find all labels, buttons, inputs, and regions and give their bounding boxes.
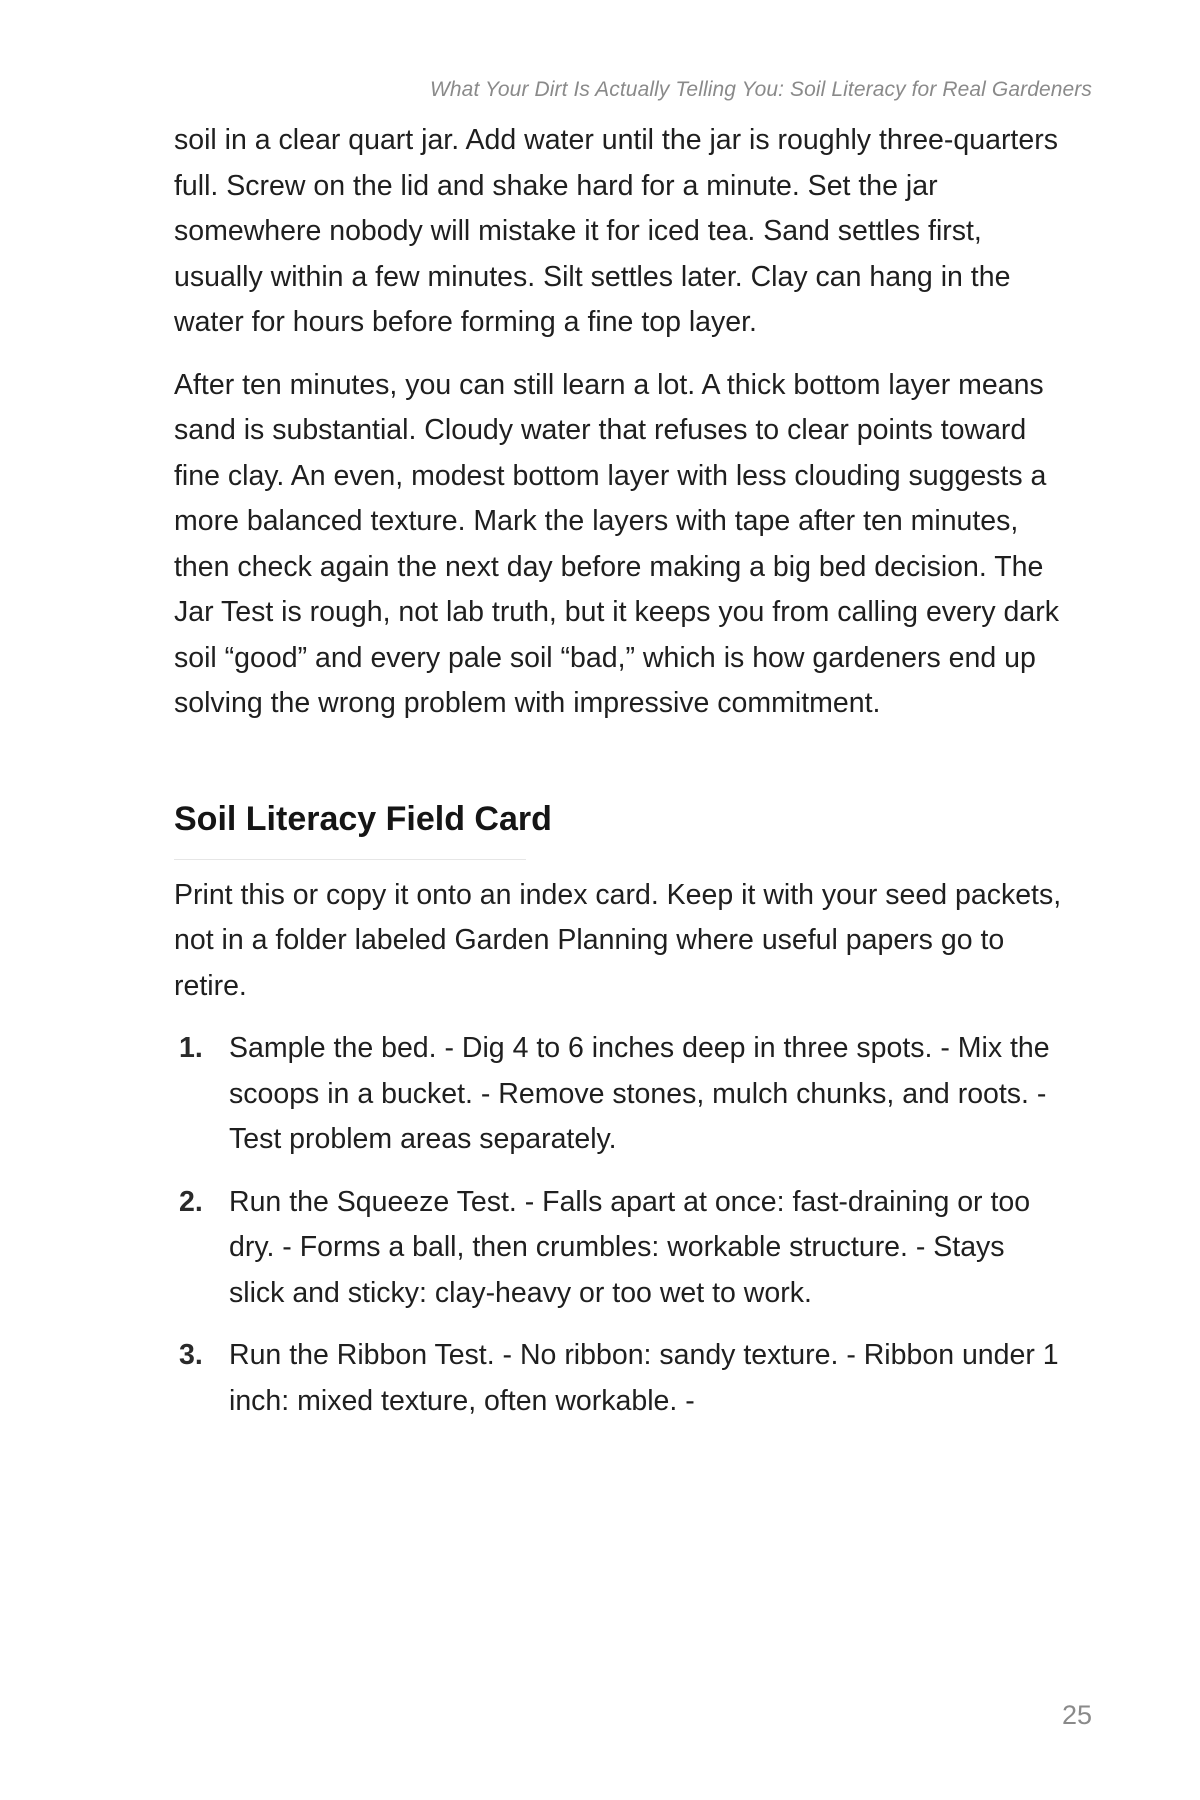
list-item-number: 2. <box>179 1185 203 1218</box>
section-intro: Print this or copy it onto an index card. Keep it with your seed packets, not in a folder labeled Garden Planning where useful papers go to retire. <box>174 878 1062 1002</box>
list-item-text: Run the Ribbon Test. - No ribbon: sandy texture. - Ribbon under 1 inch: mixed texture, often workable. - <box>229 1339 1059 1417</box>
field-card-steps <box>174 1026 1064 1424</box>
running-header: What Your Dirt Is Actually Telling You: Soil Literacy for Real Gardeners <box>429 78 1092 101</box>
page-content <box>174 118 1064 1441</box>
body-paragraph: soil in a clear quart jar. Add water until the jar is roughly three-quarters full. Screw on the lid and shake hard for a minute. Set the jar somewhere nobody will mistake it for iced tea. Sand settles first, usually within a few minutes. Silt settles later. Clay can hang in the water for hours before forming a fine top layer. <box>174 124 1058 338</box>
section-title: Soil Literacy Field Card <box>174 799 552 838</box>
body-paragraph: After ten minutes, you can still learn a lot. A thick bottom layer means sand is substantial. Cloudy water that refuses to clear points toward fine clay. An even, modest bottom layer with less clouding suggests a more balanced texture. Mark the layers with tape after ten minutes, then check again the next day before making a big bed decision. The Jar Test is rough, not lab truth, but it keeps you from calling every dark soil “good” and every pale soil “bad,” which is how gardeners end up solving the wrong problem with impressive commitment. <box>174 368 1059 719</box>
list-item-text: Run the Squeeze Test. - Falls apart at once: fast-draining or too dry. - Forms a ball, then crumbles: workable structure. - Stays slick and sticky: clay-heavy or too wet to work. <box>229 1185 1031 1309</box>
page-number: 25 <box>1061 1700 1092 1730</box>
list-item <box>174 1180 1064 1317</box>
list-item-number: 1. <box>179 1032 203 1064</box>
list-item-number: 3. <box>179 1339 203 1371</box>
list-item-text: Sample the bed. - Dig 4 to 6 inches deep in three spots. - Mix the scoops in a bucket. - Remove stones, mulch chunks, and roots. - Test problem areas separately. <box>229 1032 1050 1155</box>
list-item <box>174 1026 1064 1163</box>
title-underline-divider <box>174 859 526 860</box>
list-item <box>174 1333 1064 1424</box>
